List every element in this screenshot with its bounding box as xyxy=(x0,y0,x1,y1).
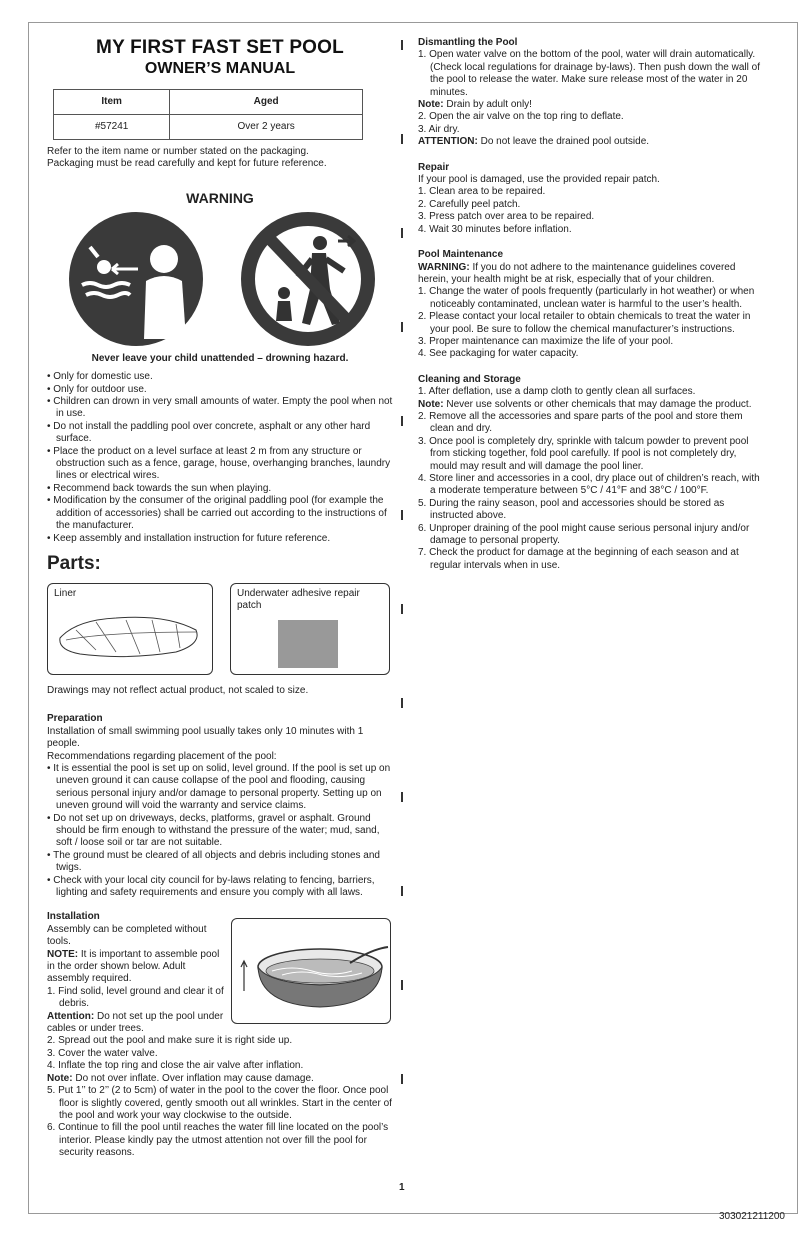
list-item: 3. Once pool is completely dry, sprinkle with talcum powder to prevent pool from sticking together, fold pool carefully. If pool is not completely dry, mould may result and will damage the pool liner. xyxy=(418,435,749,472)
list-item: 4. Store liner and accessories in a cool, dry place out of children’s reach, with a moderate temperature between 5°C / 41°F and 38°C / 100°F. xyxy=(418,473,760,497)
fold-mark xyxy=(401,40,403,50)
note-label: NOTE: xyxy=(47,948,79,960)
list-item: 2. Remove all the accessories and spare parts of the pool and store them clean and dry. xyxy=(418,410,743,435)
repair-step: 2. Carefully peel patch. xyxy=(418,198,521,210)
list-item: 4. See packaging for water capacity. xyxy=(418,348,579,360)
installation-note-2 xyxy=(47,1073,393,1085)
item-header: Item xyxy=(54,90,170,115)
warning-list xyxy=(47,371,393,545)
list-item: • Do not set up on driveways, decks, platforms, gravel or asphalt. Ground should be firm enough to withstand the pressure of the water; mud, sand, soft / loose soil or tar are not suitable. xyxy=(47,813,393,850)
fold-mark xyxy=(401,416,403,426)
dismantling-step: 2. Open the air valve on the top ring to deflate. xyxy=(418,111,624,123)
pool-drawing xyxy=(232,919,390,1023)
list-item: 3. Proper maintenance can maximize the life of your pool. xyxy=(418,335,674,347)
cleaning-list xyxy=(418,411,766,572)
manual-subtitle: OWNER’S MANUAL xyxy=(144,60,296,77)
page-number: 1 xyxy=(399,1182,405,1193)
list-item: 4. Inflate the top ring and close the air valve after inflation. xyxy=(47,1060,304,1072)
warning-icons xyxy=(47,211,393,347)
note-label: Note: xyxy=(418,99,444,111)
list-item: • Only for outdoor use. xyxy=(47,384,393,396)
list-item: • Do not install the paddling pool over concrete, asphalt or any other hard surface. xyxy=(47,421,393,446)
fold-mark xyxy=(401,510,403,520)
supervision-icon xyxy=(68,211,204,347)
preparation-list xyxy=(47,763,393,899)
list-item: • Keep assembly and installation instruction for future reference. xyxy=(47,533,393,545)
list-item: • Only for domestic use. xyxy=(47,371,393,383)
list-item: 6. Unproper draining of the pool might cause serious personal injury and/or damage to personal property. xyxy=(418,522,750,547)
maintenance-warning xyxy=(418,262,766,287)
warning-label: WARNING: xyxy=(418,261,470,273)
list-item: • Place the product on a level surface at least 2 m from any structure or obstruction such as a fence, garage, house, overhanging branches, laundry lines or electrical wires. xyxy=(47,446,393,483)
installation-title: Installation xyxy=(47,911,100,923)
list-item: 3. Cover the water valve. xyxy=(47,1047,158,1059)
item-number: #57241 xyxy=(54,115,170,140)
dismantling-attention xyxy=(418,136,766,148)
installation-intro: Assembly can be completed without tools. xyxy=(47,923,207,948)
parts-title: Parts: xyxy=(47,552,101,574)
preparation-reco: Recommendations regarding placement of the pool: xyxy=(47,750,277,762)
fold-mark xyxy=(401,134,403,144)
refer-line: Refer to the item name or number stated on the packaging. xyxy=(47,146,309,157)
install-steps-b xyxy=(47,1085,393,1159)
item-table xyxy=(53,89,363,140)
installation-intro-block xyxy=(47,924,225,1036)
list-item: 1. Change the water of pools frequently (particularly in hot weather) or when noticeably contaminated, unclean water is harmful to the user’s health. xyxy=(418,286,755,310)
dismantling-step: 3. Air dry. xyxy=(418,123,460,135)
attention-label: ATTENTION: xyxy=(418,136,478,148)
dismantling-step-1: 1. Open water valve on the bottom of the pool, water will drain automatically. (Check local regulations for drainage by-laws). Then push down the wall of the pool to release the water. Make sure release most of the water in 20 minutes. xyxy=(418,49,760,98)
repair-step: 4. Wait 30 minutes before inflation. xyxy=(418,223,572,235)
list-item: • It is essential the pool is set up on solid, level ground. If the pool is set up on uneven ground it can cause collapse of the pool and flooding, causing serious personal injury and/or damage to personal property. Setting up on uneven ground will void the warranty and service claims. xyxy=(47,763,393,813)
liner-box xyxy=(47,583,213,675)
fold-mark xyxy=(401,698,403,708)
list-item: • Modification by the consumer of the original paddling pool (for example the addition of accessories) shall be carried out according to the instructions of the manufacturer. xyxy=(47,495,393,532)
note-label: Note: xyxy=(47,1072,73,1084)
note-text: Drain by adult only! xyxy=(443,99,532,111)
aged-header: Aged xyxy=(170,90,363,115)
list-item: 7. Check the product for damage at the beginning of each season and at regular intervals when in use. xyxy=(418,547,739,571)
note-label: Note: xyxy=(418,398,444,410)
dismantling-title: Dismantling the Pool xyxy=(418,37,518,48)
fold-mark xyxy=(401,1074,403,1084)
maintenance-list xyxy=(418,286,766,360)
parts-panel xyxy=(47,583,393,675)
maintenance-title: Pool Maintenance xyxy=(418,249,504,261)
installation-attention xyxy=(47,1011,225,1036)
dismantling-note xyxy=(418,99,766,111)
repair-step: 3. Press patch over area to be repaired. xyxy=(418,211,595,223)
refer-note xyxy=(47,146,393,171)
cleaning-step-1: 1. After deflation, use a damp cloth to gently clean all surfaces. xyxy=(418,386,696,398)
attention-text: Do not set up the pool under cables or under trees. xyxy=(47,1010,224,1035)
list-item: 6. Continue to fill the pool until reaches the water fill line located on the pool’s interior. Please kindly pay the utmost attention not over fill the pool for security reasons. xyxy=(47,1122,389,1159)
refer-line: Packaging must be read carefully and kept for future reference. xyxy=(47,158,327,170)
age-value: Over 2 years xyxy=(170,115,363,140)
cleaning-note xyxy=(418,399,766,411)
note-text: It is important to assemble pool in the order shown below. Adult assembly required. xyxy=(47,948,220,985)
fold-mark xyxy=(401,228,403,238)
repair-step: 1. Clean area to be repaired. xyxy=(418,186,546,198)
preparation-title: Preparation xyxy=(47,713,103,725)
manual-title: MY FIRST FAST SET POOL xyxy=(96,37,344,58)
preparation-intro: Installation of small swimming pool usually takes only 10 minutes with 1 people. xyxy=(47,725,364,750)
right-column xyxy=(418,37,766,572)
liner-drawing xyxy=(56,610,204,660)
parts-note: Drawings may not reflect actual product, not scaled to size. xyxy=(47,684,309,696)
list-item: 2. Spread out the pool and make sure it is right side up. xyxy=(47,1035,293,1047)
patch-label: Underwater adhesive repair patch xyxy=(237,587,360,611)
install-steps-a xyxy=(47,1035,393,1072)
list-item: • Recommend back towards the sun when playing. xyxy=(47,483,393,495)
fold-mark xyxy=(401,604,403,614)
fold-mark xyxy=(401,886,403,896)
warning-text: If you do not adhere to the maintenance guidelines covered herein, your health might be at risk, especially that of your children. xyxy=(418,261,736,285)
repair-title: Repair xyxy=(418,161,450,173)
list-item: • Children can drown in very small amounts of water. Empty the pool when not in use. xyxy=(47,396,393,421)
list-item: 5. Put 1’’ to 2’’ (2 to 5cm) of water in the pool to the cover the floor. Once pool floor is slightly covered, gently smooth out all wrinkles. Start in the center of the pool and work your way clockwise to the outside. xyxy=(47,1085,392,1121)
liner-label: Liner xyxy=(54,587,77,599)
warning-title: WARNING xyxy=(186,189,254,206)
list-item: • The ground must be cleared of all objects and debris including stones and twigs. xyxy=(47,850,393,875)
installation-note xyxy=(47,949,225,986)
document-code: 303021211200 xyxy=(719,1211,785,1222)
patch-box xyxy=(230,583,390,675)
list-item: 5. During the rainy season, pool and accessories should be stored as instructed above. xyxy=(418,497,725,522)
attention-text: Do not leave the drained pool outside. xyxy=(477,136,650,148)
repair-intro: If your pool is damaged, use the provided repair patch. xyxy=(418,174,660,186)
list-item: • Check with your local city council for by-laws relating to fencing, barriers, lighting and safety requirements and ensure you comply with all laws. xyxy=(47,875,393,900)
fold-mark xyxy=(401,322,403,332)
list-item: 2. Please contact your local retailer to obtain chemicals to treat the water in your pool. Be sure to follow the chemical manufacturer’s instructions. xyxy=(418,311,751,335)
warning-caption: Never leave your child unattended – drowning hazard. xyxy=(91,352,349,364)
install-step-1: 1. Find solid, level ground and clear it of debris. xyxy=(47,985,224,1010)
fold-mark xyxy=(401,792,403,802)
note-text: Never use solvents or other chemicals that may damage the product. xyxy=(443,398,752,410)
pool-illustration xyxy=(231,918,391,1024)
patch-drawing xyxy=(278,620,338,668)
fold-mark xyxy=(401,980,403,990)
no-leaving-child-icon xyxy=(240,211,376,347)
attention-label: Attention: xyxy=(47,1010,95,1022)
note-text: Do not over inflate. Over inflation may cause damage. xyxy=(72,1072,314,1084)
cleaning-title: Cleaning and Storage xyxy=(418,373,521,385)
